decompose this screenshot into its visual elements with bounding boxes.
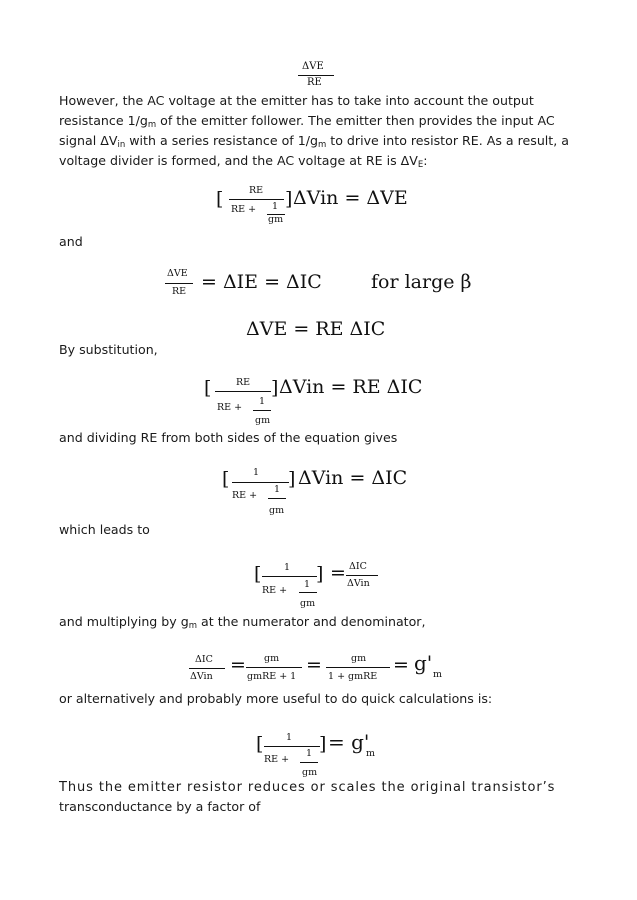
equation-ve-re-ic: ΔVE = RE ΔIC: [246, 318, 386, 340]
alternatively-text: or alternatively and probably more useful to do quick calculations is:: [59, 691, 493, 706]
leads-to-text: which leads to: [59, 522, 150, 537]
document-page: ΔVE RE However, the AC voltage at the emitter has to take into account the output resistance $1/g_m$ of the emitter follower. The emitter then provides the input AC signal $\Delta V_{in}$ with a series resistance of $1/g_m$ to drive into resistor RE. As a result, a voltage divider is formed, and the AC voltage at RE is $\Delta V_E$: [ RE RE + 1 gm ] ΔVin = ΔVE and ΔVE RE = ΔIE = ΔIC for large β ΔVE = RE ΔIC By substitution, [ RE RE + 1 gm ] ΔVin = RE ΔIC and dividing RE from both sides of the equation gives [ 1 RE + 1 gm ] ΔVin = ΔIC which leads to [ 1 RE + 1 gm ] = ΔIC ΔVin and multiplying by $g_m$ at the numerator and denominator, ΔIC ΔVin = gm gmRE + 1 = gm 1 + gmRE = g' m or alternatively and probably more useful to do quick calculations is: [ 1 RE + 1 gm ] = g' m Thus the emitter resistor reduces or scales the original transistor’s transconductance by a factor of: [59, 61, 569, 814]
final-line2: transconductance by a factor of: [59, 799, 261, 814]
para1-line2: resistance $1/g_m$ of the emitter follower. The emitter then provides the input AC: [59, 113, 555, 130]
para1-line1: However, the AC voltage at the emitter has to take into account the output: [59, 93, 534, 108]
para1-line3: signal $\Delta V_{in}$ with a series resistance of $1/g_m$ to drive into resistor RE. As a result, a: [59, 133, 569, 150]
para1-line4: voltage divider is formed, and the AC voltage at RE is $\Delta V_E$:: [59, 153, 428, 170]
and-text: and: [59, 234, 83, 249]
dividing-text: and dividing RE from both sides of the equation gives: [59, 430, 398, 445]
top-fraction-numerator: ΔVE: [302, 61, 324, 72]
top-fraction-bar: [298, 75, 334, 76]
multiplying-text: and multiplying by $g_m$ at the numerator and denominator,: [59, 614, 426, 631]
top-fraction-denominator: RE: [307, 77, 322, 88]
final-line1: Thus the emitter resistor reduces or scales the original transistor’s: [59, 780, 556, 795]
by-substitution-text: By substitution,: [59, 342, 158, 357]
